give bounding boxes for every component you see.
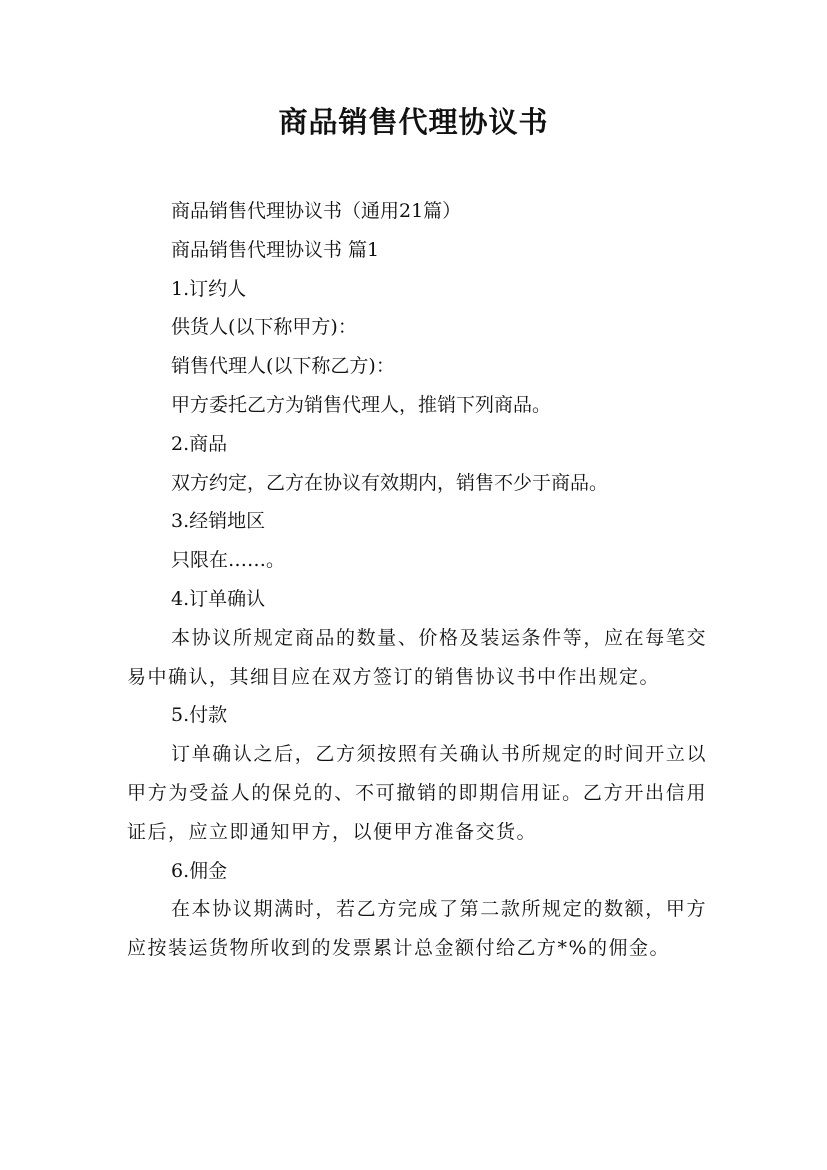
clause-heading: 1.订约人	[171, 277, 247, 300]
clause-heading: 4.订单确认	[171, 587, 266, 610]
clause-heading: 2.商品	[171, 432, 228, 455]
document-body	[127, 192, 707, 968]
paragraph-order: 本协议所规定商品的数量、价格及装运条件等，应在每笔交易中确认，其细目应在双方签订的销售协议书中作出规定。	[127, 626, 707, 688]
text-line: 销售代理人(以下称乙方)：	[171, 355, 395, 378]
paragraph-payment: 订单确认之后，乙方须按照有关确认书所规定的时间开立以甲方为受益人的保兑的、不可撤销的即期信用证。乙方开出信用证后，应立即通知甲方，以便甲方准备交货。	[127, 743, 707, 843]
clause-heading: 6.佣金	[171, 859, 228, 882]
clause-heading: 3.经销地区	[171, 510, 266, 533]
text-line: 供货人(以下称甲方)：	[171, 316, 357, 339]
clause-heading: 5.付款	[171, 704, 228, 727]
document-title: 商品销售代理协议书	[278, 105, 549, 139]
subtitle-line: 商品销售代理协议书（通用21篇）	[171, 200, 462, 222]
text-line: 甲方委托乙方为销售代理人，推销下列商品。	[171, 393, 552, 416]
text-line: 只限在……。	[171, 549, 286, 572]
text-line: 双方约定，乙方在协议有效期内，销售不少于商品。	[171, 471, 609, 494]
paragraph-commission: 在本协议期满时，若乙方完成了第二款所规定的数额，甲方应按装运货物所收到的发票累计总金额付给乙方*%的佣金。	[127, 898, 707, 960]
section-heading: 商品销售代理协议书 篇1	[171, 238, 380, 261]
